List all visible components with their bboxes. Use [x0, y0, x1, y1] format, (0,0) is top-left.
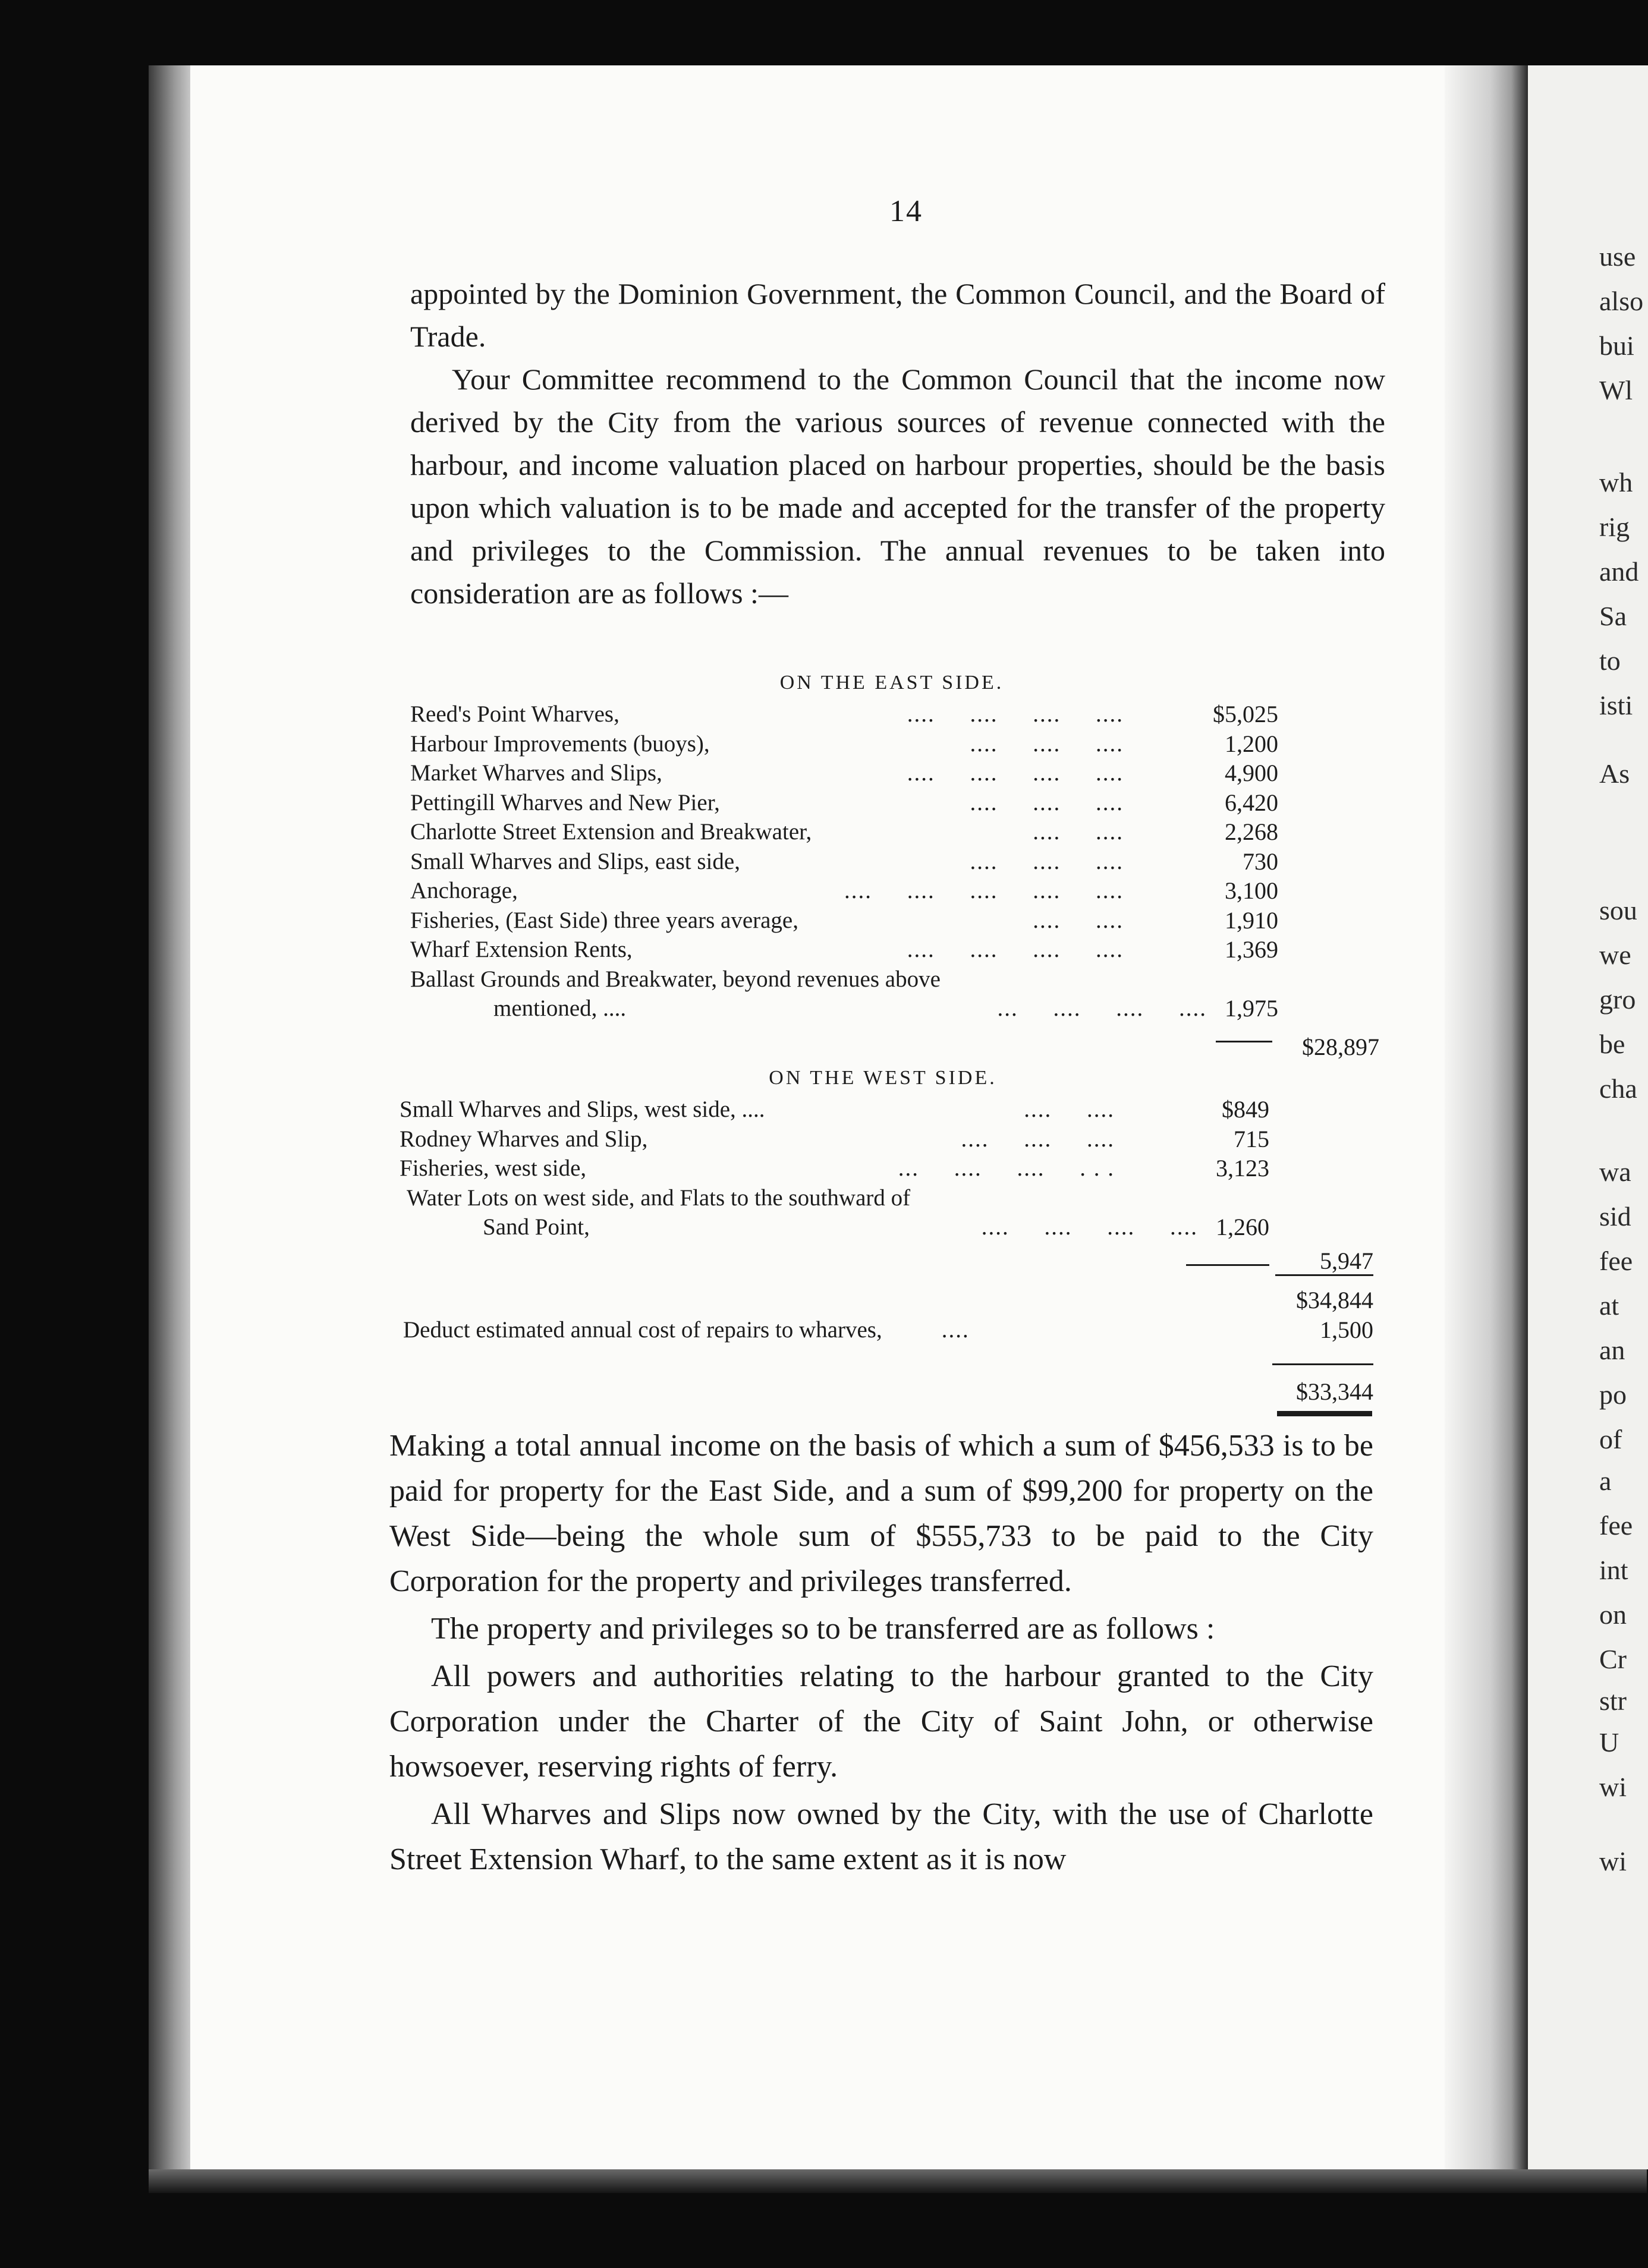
table-row	[410, 935, 1278, 964]
row-label: Rodney Wharves and Slip,	[400, 1126, 648, 1152]
facing-page-word: of	[1599, 1424, 1622, 1454]
row-label: Charlotte Street Extension and Breakwater,	[410, 819, 812, 845]
facing-page-word: at	[1599, 1290, 1619, 1321]
row-label: Pettingill Wharves and New Pier,	[410, 789, 720, 815]
facing-page-word: rig	[1599, 512, 1630, 542]
deduction-label: Deduct estimated annual cost of repairs to wharves, ....	[403, 1317, 970, 1343]
intro-text	[410, 272, 1385, 615]
row-leader-dots: ... .... .... . . .	[898, 1155, 1115, 1181]
row-leader-dots: .... .... ....	[970, 789, 1124, 815]
deduction-amount: 1,500	[1320, 1316, 1373, 1343]
page-bottom-edge	[149, 2169, 1647, 2193]
row-leader-dots: .... .... .... ....	[907, 701, 1124, 727]
row-leader-dots: .... .... ....	[961, 1126, 1115, 1152]
facing-page-word: isti	[1599, 690, 1633, 720]
row-amount: 730	[1243, 848, 1278, 875]
row-label: Small Wharves and Slips, west side, ....	[400, 1097, 765, 1122]
paragraph: All powers and authorities relating to the harbour granted to the City Corporation under the Charter of the City of Saint John, or otherwise howsoever, reserving rights of ferry.	[389, 1659, 1373, 1784]
grand-total: $34,844	[1296, 1287, 1373, 1313]
table-row	[410, 906, 1278, 935]
paragraph: Your Committee recommend to the Common Council that the income now derived by the City from the various sources of revenue connected with the harbour, and income valuation placed on harbour properties, should be the basis upon which valuation is to be made and accepted for the transfer of the property and privileges to the Commission. The annual revenues to be taken into consideration are as follows :—	[410, 363, 1385, 610]
row-label: Reed's Point Wharves,	[410, 701, 619, 727]
row-label: Small Wharves and Slips, east side,	[410, 848, 740, 874]
paragraph: All Wharves and Slips now owned by the City, with the use of Charlotte Street Extension Wharf, to the same extent as it is now	[389, 1797, 1373, 1876]
facing-page-word: wi	[1599, 1846, 1627, 1876]
table-row	[400, 1095, 1269, 1124]
table-row	[410, 965, 1278, 994]
row-leader-dots: .... ....	[1033, 819, 1124, 845]
row-leader-dots: .... .... ....	[970, 848, 1124, 874]
facing-page-word: fee	[1599, 1510, 1633, 1541]
facing-page-word: on	[1599, 1599, 1627, 1630]
table-row	[410, 877, 1278, 905]
facing-page-word: cha	[1599, 1073, 1637, 1104]
facing-page-word: Cr	[1599, 1644, 1627, 1674]
row-label: Fisheries, (East Side) three years average,	[410, 907, 798, 933]
east-side-total: $28,897	[1302, 1034, 1379, 1060]
row-amount: 2,268	[1225, 818, 1278, 845]
facing-page-word: gro	[1599, 984, 1636, 1015]
row-amount: 1,975	[1225, 995, 1278, 1022]
row-leader-dots: .... .... ....	[970, 730, 1124, 757]
row-leader-dots: .... ....	[1024, 1097, 1115, 1122]
row-label: Market Wharves and Slips,	[410, 760, 662, 786]
deduction-row	[403, 1316, 1277, 1344]
facing-page-word: we	[1599, 940, 1631, 970]
facing-page-word: be	[1599, 1029, 1625, 1059]
paragraph: appointed by the Dominion Government, the Common Council, and the Board of Trade.	[410, 277, 1385, 353]
facing-page-word: a	[1599, 1466, 1612, 1496]
facing-page-word: wh	[1599, 467, 1633, 497]
row-label: Water Lots on west side, and Flats to the southward of	[407, 1185, 911, 1211]
row-amount: $5,025	[1213, 701, 1278, 727]
row-label: Ballast Grounds and Breakwater, beyond revenues above	[410, 966, 941, 992]
table-row	[410, 848, 1278, 876]
row-label: Harbour Improvements (buoys),	[410, 730, 710, 757]
row-amount: 1,260	[1216, 1214, 1269, 1240]
total-rule	[1272, 1363, 1373, 1365]
page-number: 14	[889, 194, 923, 228]
row-label: Sand Point,	[483, 1214, 590, 1240]
paragraph: Making a total annual income on the basis of which a sum of $456,533 is to be paid for property for the East Side, and a sum of $99,200 for property on the West Side—being the whole sum of $555,733 to be paid to the City Corporation for the property and privileges transferred.	[389, 1429, 1373, 1598]
row-amount: 6,420	[1225, 789, 1278, 816]
facing-page-word: sid	[1599, 1201, 1631, 1231]
row-amount: 1,369	[1225, 936, 1278, 963]
facing-page-word: sou	[1599, 895, 1637, 925]
facing-page-word: wi	[1599, 1772, 1627, 1802]
facing-page-word: As	[1599, 758, 1630, 789]
facing-page-word: bui	[1599, 330, 1634, 361]
table-row	[400, 1125, 1269, 1154]
table-row	[410, 700, 1278, 729]
row-amount: 3,123	[1216, 1155, 1269, 1182]
row-label: Fisheries, west side,	[400, 1155, 587, 1181]
row-amount: 4,900	[1225, 760, 1278, 786]
table-row	[410, 818, 1278, 846]
row-leader-dots: .... .... .... ....	[907, 937, 1124, 962]
table-row	[493, 994, 1361, 1023]
row-label: Wharf Extension Rents,	[410, 937, 633, 962]
paragraph: The property and privileges so to be transferred are as follows :	[431, 1612, 1215, 1646]
row-leader-dots: ... .... .... ....	[997, 996, 1207, 1021]
row-amount: 1,200	[1225, 730, 1278, 757]
west-side-total: 5,947	[1320, 1248, 1373, 1274]
west-side-heading: ON THE WEST SIDE.	[769, 1067, 997, 1089]
book-spine-shadow	[149, 65, 196, 2169]
facing-page-word: po	[1599, 1379, 1627, 1410]
row-amount: $849	[1222, 1096, 1269, 1123]
table-row	[410, 730, 1278, 758]
facing-page-word: wa	[1599, 1157, 1631, 1187]
facing-page-word: int	[1599, 1555, 1628, 1585]
row-leader-dots: .... .... .... ....	[907, 760, 1124, 786]
table-row	[400, 1154, 1269, 1183]
facing-page-word: U	[1599, 1727, 1619, 1757]
row-label: Anchorage,	[410, 878, 518, 903]
row-label: mentioned, ....	[493, 996, 627, 1021]
table-row	[483, 1213, 1353, 1242]
total-rule	[1275, 1274, 1373, 1276]
facing-page-word: and	[1599, 556, 1639, 587]
book-gutter-shadow	[1445, 65, 1528, 2169]
table-row	[410, 789, 1278, 817]
facing-page-word: use	[1599, 241, 1636, 272]
row-leader-dots: .... .... .... ....	[981, 1214, 1198, 1240]
row-leader-dots: .... .... .... .... ....	[844, 878, 1124, 903]
row-amount: 1,910	[1225, 906, 1278, 934]
table-row	[407, 1184, 1276, 1212]
net-total: $33,344	[1296, 1378, 1373, 1405]
row-amount: 3,100	[1225, 877, 1278, 904]
facing-page-word: an	[1599, 1335, 1625, 1365]
closing-text	[389, 1423, 1373, 1885]
facing-page-word: str	[1599, 1686, 1627, 1716]
row-leader-dots: .... ....	[1033, 907, 1124, 933]
east-side-heading: ON THE EAST SIDE.	[779, 672, 1004, 694]
facing-page-word: fee	[1599, 1246, 1633, 1276]
row-amount: 715	[1234, 1125, 1269, 1152]
double-underline	[1277, 1411, 1372, 1416]
facing-page-word: to	[1599, 645, 1621, 676]
facing-page-word: Wl	[1599, 375, 1633, 405]
table-row	[410, 759, 1278, 788]
facing-page-word: Sa	[1599, 601, 1627, 631]
facing-page-word: also	[1599, 286, 1644, 316]
